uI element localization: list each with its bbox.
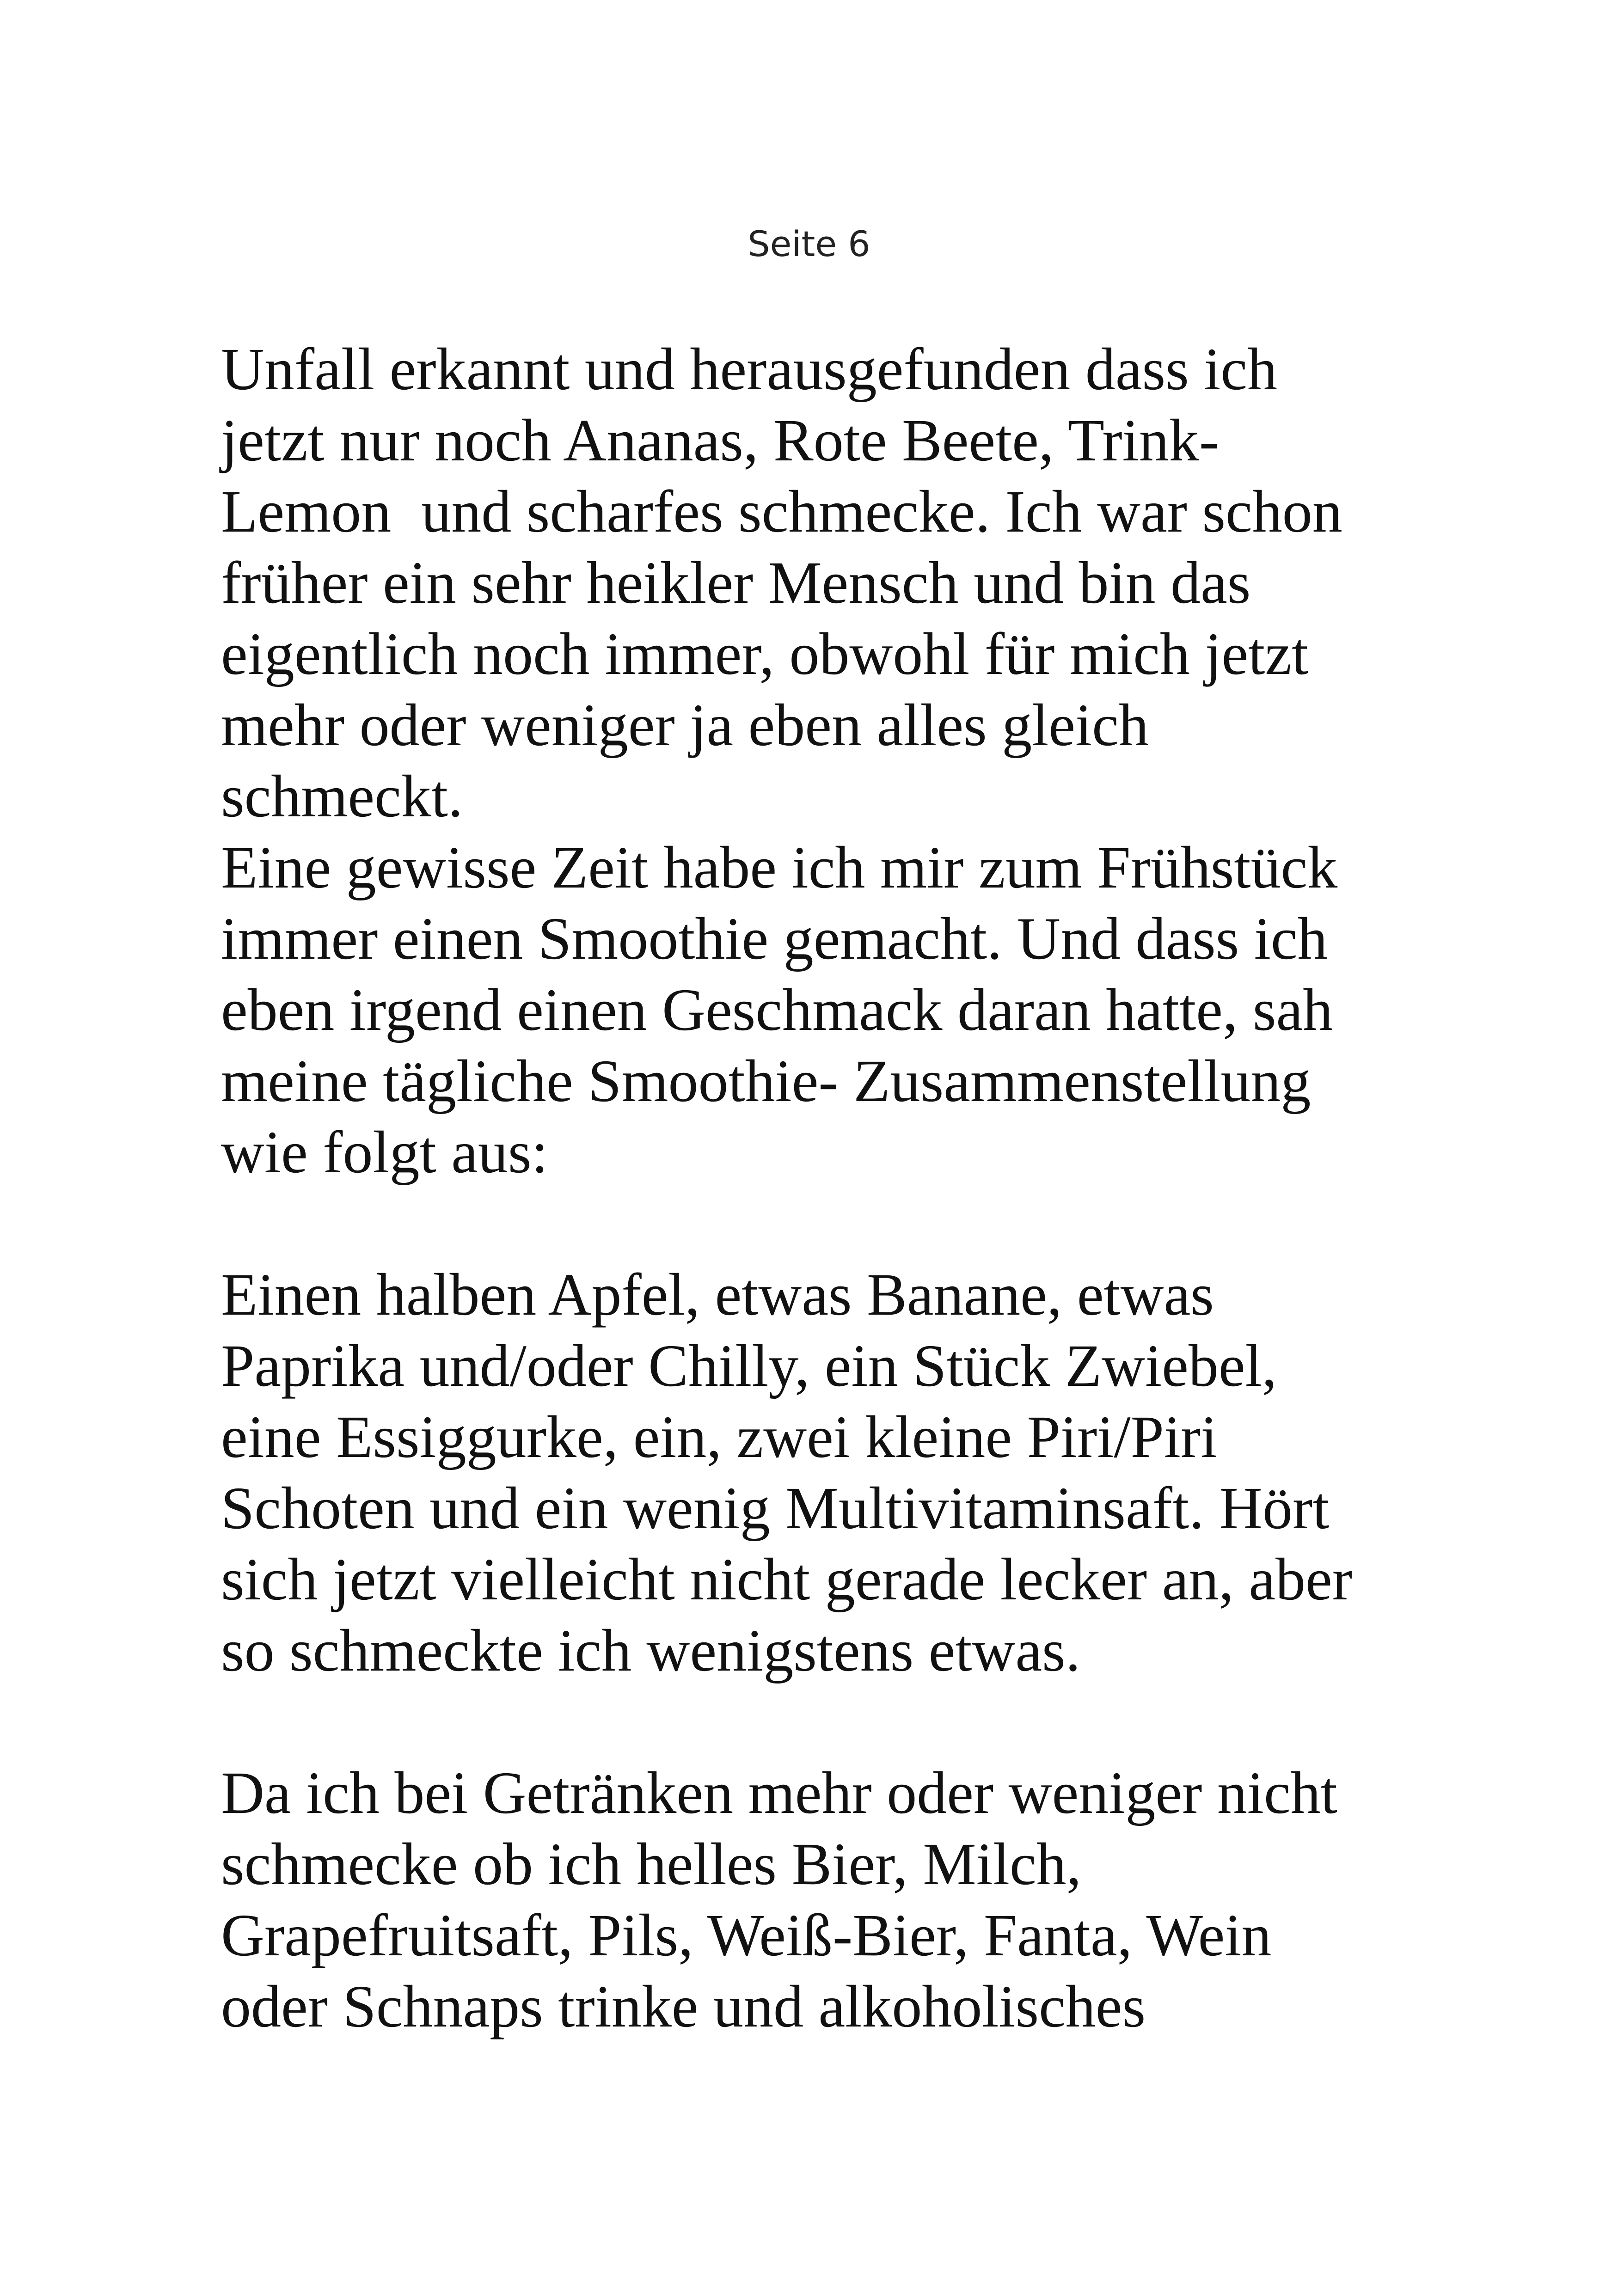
- paragraph-spacer: [221, 1188, 1423, 1259]
- text-line: so schmeckte ich wenigstens etwas.: [221, 1617, 1081, 1684]
- body-text: [221, 334, 1423, 2042]
- text-line: mehr oder weniger ja eben alles gleich: [221, 692, 1149, 759]
- text-line: eine Essiggurke, ein, zwei kleine Piri/Piri: [221, 1404, 1218, 1470]
- text-line: schmeckt.: [221, 763, 463, 830]
- text-line: eigentlich noch immer, obwohl für mich jetzt: [221, 621, 1309, 687]
- text-line: Schoten und ein wenig Multivitaminsaft. Hört: [221, 1475, 1330, 1542]
- paragraph-4: [221, 1757, 1423, 2042]
- text-line: sich jetzt vielleicht nicht gerade lecker an, aber: [221, 1546, 1353, 1613]
- text-line: Eine gewisse Zeit habe ich mir zum Frühstück: [221, 834, 1338, 901]
- text-line: früher ein sehr heikler Mensch und bin das: [221, 550, 1251, 616]
- paragraph-3: [221, 1259, 1423, 1686]
- paragraph-1: [221, 334, 1423, 832]
- paragraph-spacer: [221, 1686, 1423, 1757]
- text-line: meine tägliche Smoothie- Zusammenstellung: [221, 1048, 1311, 1114]
- text-line: Da ich bei Getränken mehr oder weniger nicht: [221, 1760, 1337, 1826]
- text-line: Grapefruitsaft, Pils, Weiß-Bier, Fanta, Wein: [221, 1902, 1272, 1969]
- page-number-header: Seite 6: [748, 223, 870, 264]
- text-line: Paprika und/oder Chilly, ein Stück Zwiebel,: [221, 1333, 1277, 1399]
- text-line: eben irgend einen Geschmack daran hatte, sah: [221, 977, 1333, 1043]
- paragraph-2: [221, 832, 1423, 1188]
- text-line: Einen halben Apfel, etwas Banane, etwas: [221, 1261, 1214, 1328]
- text-line: Lemon und scharfes schmecke. Ich war schon: [221, 478, 1342, 545]
- text-line: oder Schnaps trinke und alkoholisches: [221, 1973, 1146, 2040]
- text-line: wie folgt aus:: [221, 1119, 548, 1186]
- text-line: Unfall erkannt und herausgefunden dass ich: [221, 336, 1278, 403]
- text-line: immer einen Smoothie gemacht. Und dass ich: [221, 906, 1328, 972]
- text-line: jetzt nur noch Ananas, Rote Beete, Trink-: [221, 407, 1220, 474]
- text-line: schmecke ob ich helles Bier, Milch,: [221, 1831, 1082, 1898]
